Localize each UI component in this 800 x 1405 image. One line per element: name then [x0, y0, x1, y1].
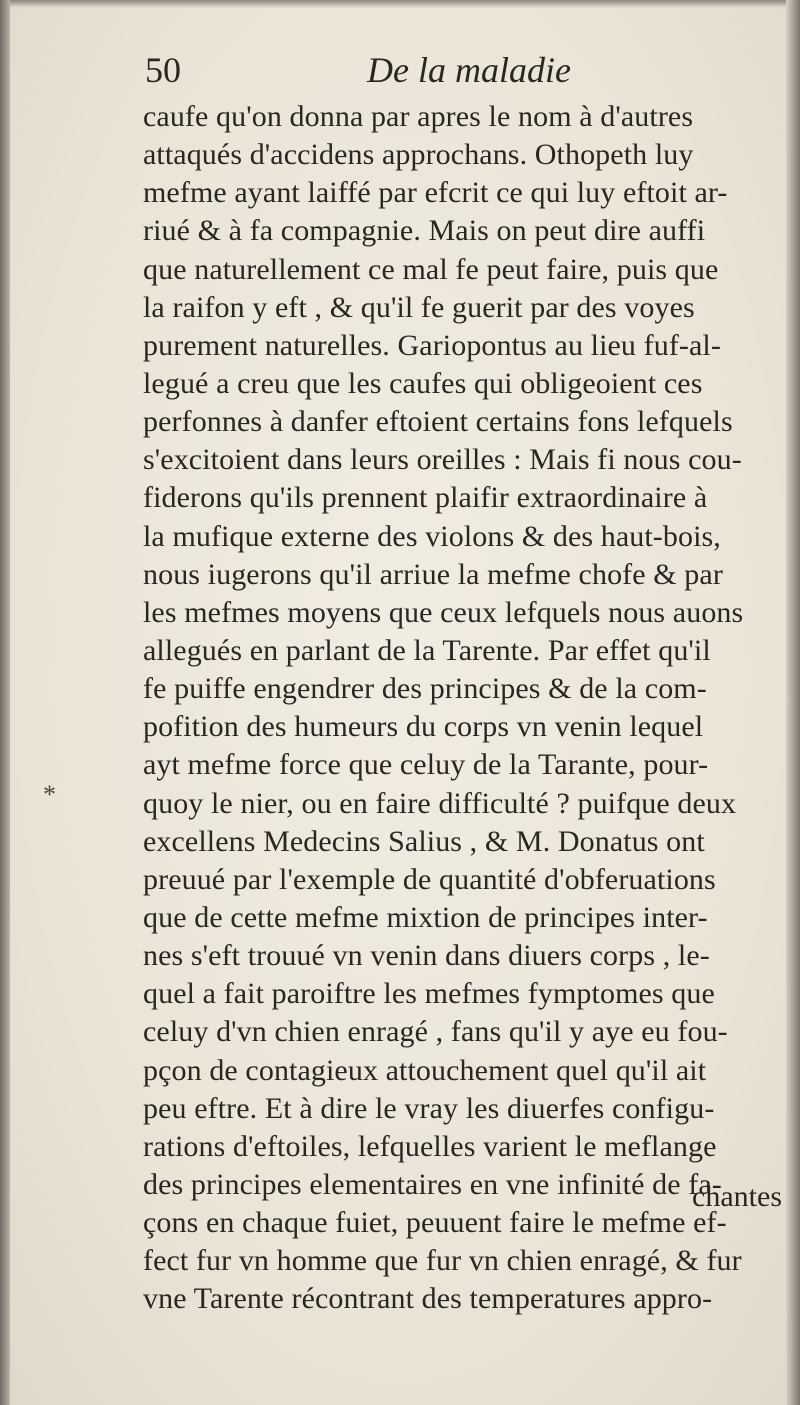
running-head: De la maladie — [367, 50, 571, 90]
catchword: chantes — [692, 1180, 782, 1213]
text-line: preuué par l'exemple de quantité d'obferuations — [143, 862, 716, 896]
text-line: fiderons qu'ils prennent plaifir extraordinaire à — [143, 481, 708, 515]
text-line: legué a creu que les caufes qui obligeoient ces — [143, 366, 703, 400]
text-line: nous iugerons qu'il arriue la mefme chofe & par — [143, 557, 723, 591]
text-line: celuy d'vn chien enragé , fans qu'il y aye eu fou- — [143, 1015, 728, 1049]
text-line: des principes elementaires en vne infinité de fa- — [143, 1167, 722, 1201]
text-line: quoy le nier, ou en faire difficulté ? puifque deux — [143, 786, 737, 820]
text-line: perfonnes à danfer eftoient certains fons lefquels — [143, 405, 733, 439]
text-line: excellens Medecins Salius , & M. Donatus ont — [143, 824, 705, 858]
page-header — [145, 46, 785, 94]
text-line: nes s'eft trouué vn venin dans diuers corps , le- — [143, 939, 710, 973]
text-line: caufe qu'on donna par apres le nom à d'autres — [143, 100, 694, 133]
text-line: ayt mefme force que celuy de la Tarante, pour- — [143, 748, 709, 782]
text-line: purement naturelles. Gariopontus au lieu fuf-al- — [143, 328, 721, 362]
text-line: fe puiffe engendrer des principes & de la com- — [143, 672, 707, 706]
text-line: vne Tarente récontrant des temperatures appro- — [143, 1282, 713, 1316]
text-line: fect fur vn homme que fur vn chien enragé, & fur — [143, 1244, 742, 1278]
page-top-edge — [0, 0, 800, 8]
text-line: peu eftre. Et à dire le vray les diuerfes configu- — [143, 1091, 715, 1125]
text-line: allegués en parlant de la Tarente. Par effet qu'il — [143, 633, 711, 667]
text-line: mefme ayant laiffé par efcrit ce qui luy eftoit ar- — [143, 176, 728, 210]
text-line: çons en chaque fuiet, peuuent faire le mefme ef- — [143, 1206, 727, 1240]
page-right-edge — [786, 0, 800, 1405]
text-line: la raifon y eft , & qu'il fe guerit par des voyes — [143, 290, 695, 324]
text-line: attaqués d'accidens approchans. Othopeth luy — [143, 138, 694, 172]
text-line: que naturellement ce mal fe peut faire, puis que — [143, 252, 719, 286]
margin-mark: * — [43, 780, 56, 809]
text-line: riué & à fa compagnie. Mais on peut dire auffi — [143, 214, 706, 248]
body-text — [143, 98, 785, 1319]
page-number: 50 — [145, 50, 181, 90]
text-line: rations d'eftoiles, lefquelles varient le meflange — [143, 1129, 717, 1163]
page-left-edge — [0, 0, 10, 1405]
text-line: la mufique externe des violons & des haut-bois, — [143, 519, 721, 553]
text-line: pofition des humeurs du corps vn venin lequel — [143, 710, 704, 744]
text-line: pçon de contagieux attouchement quel qu'il ait — [143, 1053, 707, 1087]
text-line: quel a fait paroiftre les mefmes fymptomes que — [143, 977, 715, 1011]
text-line: que de cette mefme mixtion de principes inter- — [143, 900, 708, 934]
text-line: les mefmes moyens que ceux lefquels nous auons — [143, 595, 744, 629]
text-line: s'excitoient dans leurs oreilles : Mais fi nous cou- — [143, 443, 742, 477]
